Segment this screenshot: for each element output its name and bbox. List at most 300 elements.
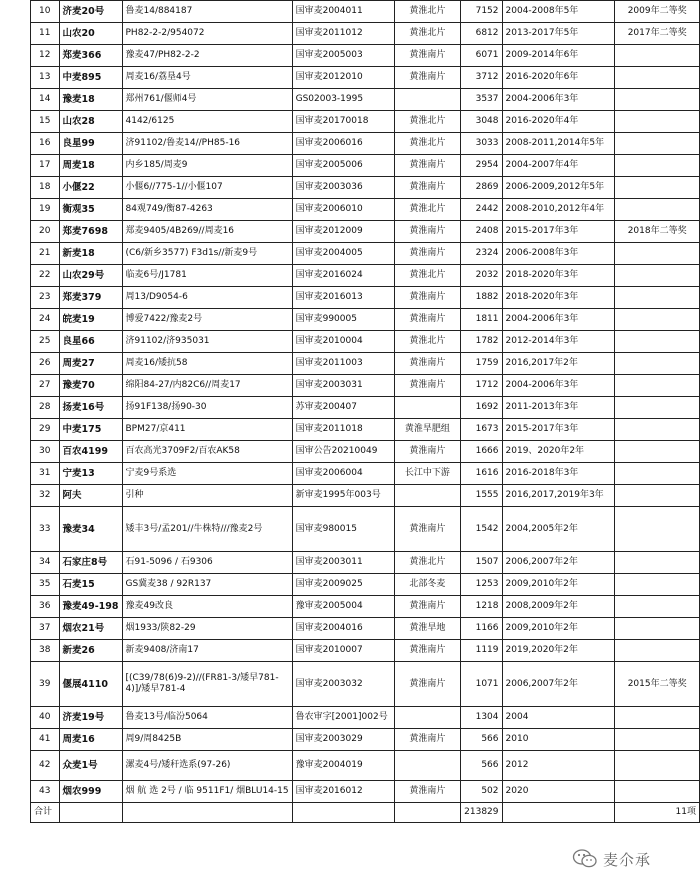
cell-no: 14	[31, 89, 60, 111]
cell-name: 良星66	[59, 331, 122, 353]
table-row	[31, 133, 700, 155]
cell-name: 周麦16	[59, 729, 122, 751]
cell-award: 2009年二等奖	[615, 1, 700, 23]
cell-acres: 7152	[461, 1, 502, 23]
cell-award	[615, 45, 700, 67]
cell-cert: 国审麦2012009	[292, 221, 394, 243]
cell-cert: 国审麦2003011	[292, 552, 394, 574]
cell-cert: 国审麦2004016	[292, 618, 394, 640]
cell-no: 13	[31, 67, 60, 89]
cell-area: 黄淮南片	[394, 155, 461, 177]
cell-pedigree: 豫麦47/PH82-2-2	[122, 45, 292, 67]
table-row	[31, 419, 700, 441]
cell-no: 22	[31, 265, 60, 287]
cell-name: 郑麦379	[59, 287, 122, 309]
cell-acres: 6071	[461, 45, 502, 67]
cell-name: 新麦26	[59, 640, 122, 662]
table-row	[31, 199, 700, 221]
cell-award	[615, 177, 700, 199]
cell-no: 39	[31, 662, 60, 707]
cell-years: 2015-2017年3年	[502, 221, 615, 243]
cell-acres: 1555	[461, 485, 502, 507]
cell-pedigree: 绵阳84-27/内82C6//周麦17	[122, 375, 292, 397]
cell-years: 2009,2010年2年	[502, 618, 615, 640]
table-row	[31, 309, 700, 331]
cell-award	[615, 111, 700, 133]
cell-pedigree: 济91102/鲁麦14//PH85-16	[122, 133, 292, 155]
cell-acres: 1666	[461, 441, 502, 463]
cell-pedigree: [(C39/78(6)9-2)//(FR81-3/矮早781-4)]/矮早781-4	[122, 662, 292, 707]
table-row	[31, 751, 700, 781]
cell-name: 豫麦49-198	[59, 596, 122, 618]
cell-years: 2010	[502, 729, 615, 751]
cell-no: 28	[31, 397, 60, 419]
cell-acres: 1759	[461, 353, 502, 375]
cell-area: 黄淮南片	[394, 375, 461, 397]
table-row	[31, 662, 700, 707]
cell-pedigree: 豫麦49改良	[122, 596, 292, 618]
table-row	[31, 1, 700, 23]
cell-years: 2008,2009年2年	[502, 596, 615, 618]
cell-cert: 国审麦2011018	[292, 419, 394, 441]
cell-cert: 国审麦2003031	[292, 375, 394, 397]
cell-cert: 国审麦2010004	[292, 331, 394, 353]
cell-award	[615, 618, 700, 640]
cell-name: 阿夫	[59, 485, 122, 507]
cell-award: 2017年二等奖	[615, 23, 700, 45]
cell-pedigree: 周13/D9054-6	[122, 287, 292, 309]
cell-name: 衡观35	[59, 199, 122, 221]
cell-no: 18	[31, 177, 60, 199]
cell-award	[615, 751, 700, 781]
cell-pedigree: 鲁麦14/884187	[122, 1, 292, 23]
cell-no: 20	[31, 221, 60, 243]
cell-cert: 国审麦2011003	[292, 353, 394, 375]
total-row	[31, 803, 700, 823]
total-label: 合计	[31, 803, 60, 823]
cell-pedigree: 周麦16/荔垦4号	[122, 67, 292, 89]
cell-no: 23	[31, 287, 60, 309]
cell-award	[615, 199, 700, 221]
cell-years: 2018-2020年3年	[502, 287, 615, 309]
cell-years: 2006,2007年2年	[502, 552, 615, 574]
cell-area: 北部冬麦	[394, 574, 461, 596]
cell-award	[615, 155, 700, 177]
cell-award: 2018年二等奖	[615, 221, 700, 243]
cell-award	[615, 265, 700, 287]
total-acres: 213829	[461, 803, 502, 823]
cell-name: 周麦27	[59, 353, 122, 375]
cell-award	[615, 485, 700, 507]
cell-cert: 国审麦2004005	[292, 243, 394, 265]
cell-acres: 1304	[461, 707, 502, 729]
cell-award	[615, 89, 700, 111]
table-row	[31, 552, 700, 574]
cell-name: 豫麦18	[59, 89, 122, 111]
cell-area: 黄淮南片	[394, 781, 461, 803]
cell-cert: 国审麦2016012	[292, 781, 394, 803]
cell-years: 2019,2020年2年	[502, 640, 615, 662]
cell-years: 2008-2011,2014年5年	[502, 133, 615, 155]
cell-name: 石家庄8号	[59, 552, 122, 574]
cell-no: 24	[31, 309, 60, 331]
cell-cert: 豫审麦2005004	[292, 596, 394, 618]
total-empty-cell	[394, 803, 461, 823]
cell-name: 百农4199	[59, 441, 122, 463]
cell-acres: 1071	[461, 662, 502, 707]
cell-years: 2004	[502, 707, 615, 729]
cell-name: 小偃22	[59, 177, 122, 199]
cell-acres: 2408	[461, 221, 502, 243]
cell-years: 2009,2010年2年	[502, 574, 615, 596]
cell-cert: 国审麦2012010	[292, 67, 394, 89]
cell-acres: 1712	[461, 375, 502, 397]
cell-acres: 2954	[461, 155, 502, 177]
cell-area: 黄淮南片	[394, 243, 461, 265]
cell-cert: 国审麦2003036	[292, 177, 394, 199]
cell-acres: 1616	[461, 463, 502, 485]
cell-no: 34	[31, 552, 60, 574]
cell-no: 16	[31, 133, 60, 155]
cell-pedigree: 临麦6号/J1781	[122, 265, 292, 287]
cell-cert: 国审麦2016013	[292, 287, 394, 309]
cell-years: 2015-2017年3年	[502, 419, 615, 441]
cell-no: 36	[31, 596, 60, 618]
cell-years: 2016-2018年3年	[502, 463, 615, 485]
cell-cert: 国审麦2005006	[292, 155, 394, 177]
cell-award	[615, 353, 700, 375]
cell-pedigree: 石91-5096 / 石9306	[122, 552, 292, 574]
total-empty-cell	[122, 803, 292, 823]
cell-no: 25	[31, 331, 60, 353]
cell-area: 黄淮北片	[394, 111, 461, 133]
cell-acres: 566	[461, 751, 502, 781]
cell-years: 2012	[502, 751, 615, 781]
cell-acres: 566	[461, 729, 502, 751]
cell-years: 2004-2008年5年	[502, 1, 615, 23]
varieties-table-container	[30, 0, 700, 823]
cell-no: 33	[31, 507, 60, 552]
cell-area: 黄淮南片	[394, 596, 461, 618]
cell-acres: 1882	[461, 287, 502, 309]
cell-area: 黄淮南片	[394, 287, 461, 309]
cell-cert: 鲁农审字[2001]002号	[292, 707, 394, 729]
cell-acres: 1673	[461, 419, 502, 441]
cell-pedigree: 引种	[122, 485, 292, 507]
cell-name: 山农29号	[59, 265, 122, 287]
cell-acres: 1782	[461, 331, 502, 353]
cell-name: 郑麦366	[59, 45, 122, 67]
cell-name: 良星99	[59, 133, 122, 155]
cell-cert: 国审麦2004011	[292, 1, 394, 23]
cell-pedigree: 周麦16/矮抗58	[122, 353, 292, 375]
cell-cert: 国审麦2009025	[292, 574, 394, 596]
cell-cert: 国审麦990005	[292, 309, 394, 331]
cell-no: 32	[31, 485, 60, 507]
table-row	[31, 707, 700, 729]
cell-award	[615, 707, 700, 729]
cell-years: 2016-2020年4年	[502, 111, 615, 133]
cell-acres: 1119	[461, 640, 502, 662]
cell-years: 2012-2014年3年	[502, 331, 615, 353]
wechat-icon	[572, 848, 598, 870]
cell-no: 26	[31, 353, 60, 375]
table-row	[31, 67, 700, 89]
table-row	[31, 507, 700, 552]
total-empty-cell	[502, 803, 615, 823]
cell-acres: 3033	[461, 133, 502, 155]
cell-no: 19	[31, 199, 60, 221]
cell-name: 济麦20号	[59, 1, 122, 23]
cell-pedigree: 济91102/济935031	[122, 331, 292, 353]
cell-pedigree: 内乡185/周麦9	[122, 155, 292, 177]
cell-years: 2019、2020年2年	[502, 441, 615, 463]
cell-award	[615, 331, 700, 353]
cell-area: 黄淮北片	[394, 1, 461, 23]
cell-no: 31	[31, 463, 60, 485]
table-row	[31, 463, 700, 485]
cell-no: 40	[31, 707, 60, 729]
cell-area: 黄淮北片	[394, 331, 461, 353]
cell-pedigree: 4142/6125	[122, 111, 292, 133]
cell-acres: 1218	[461, 596, 502, 618]
cell-area: 黄淮南片	[394, 640, 461, 662]
table-row	[31, 729, 700, 751]
cell-acres: 1507	[461, 552, 502, 574]
cell-no: 29	[31, 419, 60, 441]
table-row	[31, 618, 700, 640]
cell-area: 黄淮南片	[394, 507, 461, 552]
table-row	[31, 221, 700, 243]
cell-area: 黄淮南片	[394, 353, 461, 375]
cell-pedigree: 百农高光3709F2/百农AK58	[122, 441, 292, 463]
cell-no: 30	[31, 441, 60, 463]
table-row	[31, 353, 700, 375]
cell-cert: 豫审麦2004019	[292, 751, 394, 781]
cell-name: 宁麦13	[59, 463, 122, 485]
table-row	[31, 485, 700, 507]
watermark-text: 麦尒承	[603, 850, 652, 869]
cell-area	[394, 89, 461, 111]
cell-award	[615, 781, 700, 803]
cell-years: 2016,2017年2年	[502, 353, 615, 375]
cell-acres: 2032	[461, 265, 502, 287]
cell-award	[615, 552, 700, 574]
cell-pedigree: PH82-2-2/954072	[122, 23, 292, 45]
cell-area: 黄淮南片	[394, 309, 461, 331]
cell-acres: 2324	[461, 243, 502, 265]
table-row	[31, 89, 700, 111]
cell-pedigree: (C6/新乡3577) F3d1s//新麦9号	[122, 243, 292, 265]
table-row	[31, 375, 700, 397]
cell-years: 2004-2006年3年	[502, 89, 615, 111]
cell-pedigree: GS冀麦38 / 92R137	[122, 574, 292, 596]
cell-award	[615, 67, 700, 89]
cell-name: 山农28	[59, 111, 122, 133]
cell-area	[394, 751, 461, 781]
cell-years: 2020	[502, 781, 615, 803]
cell-award	[615, 729, 700, 751]
cell-area: 黄淮北片	[394, 265, 461, 287]
cell-pedigree: BPM27/京411	[122, 419, 292, 441]
cell-acres: 1811	[461, 309, 502, 331]
cell-area: 黄淮南片	[394, 67, 461, 89]
table-row	[31, 596, 700, 618]
cell-pedigree: 新麦9408/济南17	[122, 640, 292, 662]
total-empty-cell	[59, 803, 122, 823]
cell-years: 2004-2006年3年	[502, 309, 615, 331]
cell-years: 2006-2008年3年	[502, 243, 615, 265]
cell-area	[394, 707, 461, 729]
cell-award	[615, 596, 700, 618]
cell-area: 黄淮南片	[394, 662, 461, 707]
cell-no: 38	[31, 640, 60, 662]
cell-cert: 国审麦2006016	[292, 133, 394, 155]
cell-name: 烟农999	[59, 781, 122, 803]
table-row	[31, 397, 700, 419]
table-row	[31, 441, 700, 463]
cell-acres: 3712	[461, 67, 502, 89]
cell-name: 扬麦16号	[59, 397, 122, 419]
cell-award	[615, 463, 700, 485]
cell-acres: 6812	[461, 23, 502, 45]
cell-pedigree: 郑州761/偃师4号	[122, 89, 292, 111]
cell-no: 11	[31, 23, 60, 45]
cell-years: 2006-2009,2012年5年	[502, 177, 615, 199]
cell-area	[394, 397, 461, 419]
table-row	[31, 331, 700, 353]
cell-area: 黄淮北片	[394, 199, 461, 221]
cell-years: 2018-2020年3年	[502, 265, 615, 287]
cell-name: 众麦1号	[59, 751, 122, 781]
cell-pedigree: 烟 航 选 2号 / 临 9511F1/ 烟BLU14-15	[122, 781, 292, 803]
cell-area: 黄淮北片	[394, 23, 461, 45]
cell-name: 豫麦70	[59, 375, 122, 397]
table-row	[31, 155, 700, 177]
cell-area: 黄淮北片	[394, 552, 461, 574]
cell-award: 2015年二等奖	[615, 662, 700, 707]
cell-name: 偃展4110	[59, 662, 122, 707]
cell-area: 黄淮旱肥组	[394, 419, 461, 441]
cell-cert: 新审麦1995年003号	[292, 485, 394, 507]
table-row	[31, 265, 700, 287]
cell-name: 山农20	[59, 23, 122, 45]
cell-award	[615, 133, 700, 155]
cell-area: 黄淮南片	[394, 221, 461, 243]
cell-acres: 2869	[461, 177, 502, 199]
cell-no: 10	[31, 1, 60, 23]
cell-name: 中麦895	[59, 67, 122, 89]
cell-pedigree: 宁麦9号系选	[122, 463, 292, 485]
cell-cert: 国审麦2006004	[292, 463, 394, 485]
cell-pedigree: 扬91F138/扬90-30	[122, 397, 292, 419]
cell-years: 2004-2007年4年	[502, 155, 615, 177]
table-row	[31, 177, 700, 199]
cell-cert: 国审麦20170018	[292, 111, 394, 133]
cell-years: 2004-2006年3年	[502, 375, 615, 397]
cell-acres: 3537	[461, 89, 502, 111]
cell-acres: 1692	[461, 397, 502, 419]
cell-name: 济麦19号	[59, 707, 122, 729]
cell-name: 中麦175	[59, 419, 122, 441]
cell-cert: 国审麦2003032	[292, 662, 394, 707]
cell-pedigree: 鲁麦13号/临汾5064	[122, 707, 292, 729]
cell-pedigree: 烟1933/陕82-29	[122, 618, 292, 640]
cell-area: 黄淮旱地	[394, 618, 461, 640]
cell-pedigree: 博爱7422/豫麦2号	[122, 309, 292, 331]
cell-name: 烟农21号	[59, 618, 122, 640]
cell-no: 17	[31, 155, 60, 177]
cell-acres: 3048	[461, 111, 502, 133]
cell-area: 黄淮南片	[394, 441, 461, 463]
cell-cert: 国审麦2005003	[292, 45, 394, 67]
cell-award	[615, 309, 700, 331]
table-row	[31, 640, 700, 662]
cell-acres: 1166	[461, 618, 502, 640]
cell-acres: 1253	[461, 574, 502, 596]
table-row	[31, 781, 700, 803]
table-row	[31, 574, 700, 596]
table-row	[31, 23, 700, 45]
cell-name: 周麦18	[59, 155, 122, 177]
total-empty-cell	[292, 803, 394, 823]
cell-pedigree: 郑麦9405/4B269//周麦16	[122, 221, 292, 243]
cell-cert: 国审公告20210049	[292, 441, 394, 463]
table-row	[31, 243, 700, 265]
cell-no: 12	[31, 45, 60, 67]
wheat-varieties-table	[30, 0, 700, 823]
cell-years: 2016,2017,2019年3年	[502, 485, 615, 507]
cell-cert: 国审麦980015	[292, 507, 394, 552]
cell-years: 2013-2017年5年	[502, 23, 615, 45]
cell-award	[615, 287, 700, 309]
cell-no: 27	[31, 375, 60, 397]
cell-no: 35	[31, 574, 60, 596]
cell-acres: 2442	[461, 199, 502, 221]
cell-no: 43	[31, 781, 60, 803]
cell-area	[394, 485, 461, 507]
cell-cert: 国审麦2010007	[292, 640, 394, 662]
watermark	[572, 842, 692, 876]
cell-cert: 国审麦2011012	[292, 23, 394, 45]
cell-years: 2009-2014年6年	[502, 45, 615, 67]
cell-name: 皖麦19	[59, 309, 122, 331]
cell-area: 黄淮北片	[394, 133, 461, 155]
cell-years: 2004,2005年2年	[502, 507, 615, 552]
cell-no: 41	[31, 729, 60, 751]
cell-award	[615, 419, 700, 441]
cell-name: 石麦15	[59, 574, 122, 596]
total-award: 11项	[615, 803, 700, 823]
cell-award	[615, 375, 700, 397]
cell-name: 郑麦7698	[59, 221, 122, 243]
cell-years: 2011-2013年3年	[502, 397, 615, 419]
cell-cert: GS02003-1995	[292, 89, 394, 111]
cell-area: 黄淮南片	[394, 177, 461, 199]
cell-pedigree: 矮丰3号/孟201//牛株特///豫麦2号	[122, 507, 292, 552]
cell-no: 21	[31, 243, 60, 265]
cell-area: 黄淮南片	[394, 45, 461, 67]
cell-pedigree: 84观749/衡87-4263	[122, 199, 292, 221]
cell-pedigree: 周9/周8425B	[122, 729, 292, 751]
cell-pedigree: 漯麦4号/矮秆选系(97-26)	[122, 751, 292, 781]
cell-no: 42	[31, 751, 60, 781]
cell-award	[615, 640, 700, 662]
table-row	[31, 45, 700, 67]
cell-award	[615, 441, 700, 463]
cell-award	[615, 243, 700, 265]
cell-name: 豫麦34	[59, 507, 122, 552]
